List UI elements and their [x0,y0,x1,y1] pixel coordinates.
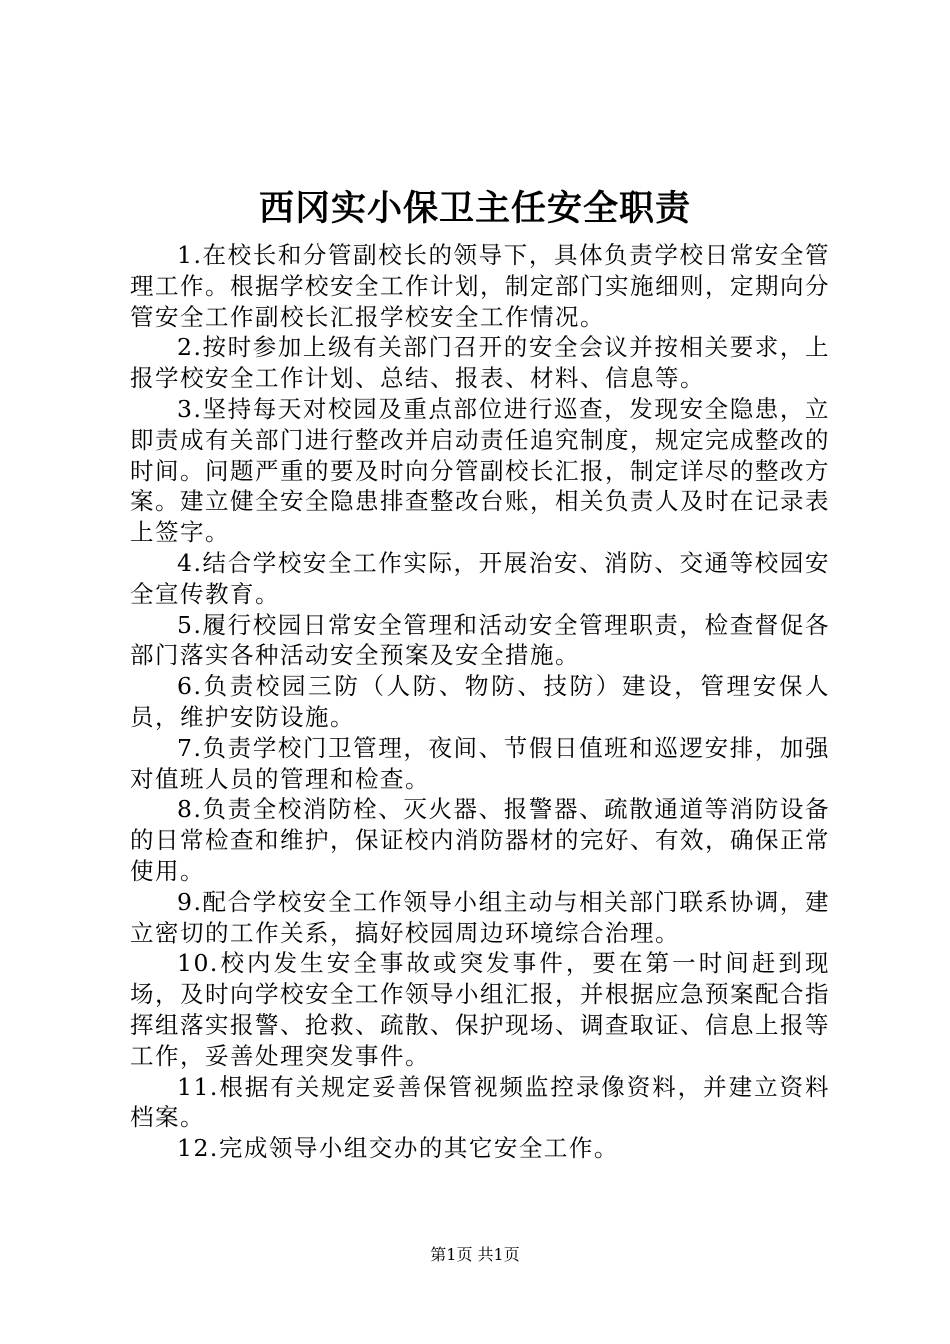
paragraph-1: 1.在校长和分管副校长的领导下，具体负责学校日常安全管理工作。根据学校安全工作计划，制定部门实施细则，定期向分管安全工作副校长汇报学校安全工作情况。 [130,241,830,331]
document-title: 西冈实小保卫主任安全职责 [258,188,691,229]
paragraph-10: 10.校内发生安全事故或突发事件，要在第一时间赶到现场，及时向学校安全工作领导小组汇报，并根据应急预案配合指挥组落实报警、抢救、疏散、保护现场、调查取证、信息上报等工作，妥善处理突发事件。 [130,949,830,1070]
paragraph-4: 4.结合学校安全工作实际，开展治安、消防、交通等校园安全宣传教育。 [130,548,830,608]
paragraph-12: 12.完成领导小组交办的其它安全工作。 [177,1134,619,1163]
page-footer: 第1页 共1页 [430,1245,520,1264]
paragraph-3: 3.坚持每天对校园及重点部位进行巡查，发现安全隐患，立即责成有关部门进行整改并启动责任追究制度，规定完成整改的时间。问题严重的要及时向分管副校长汇报，制定详尽的整改方案。建立健全安全隐患排查整改台账，相关负责人及时在记录表上签字。 [130,394,830,547]
paragraph-11: 11.根据有关规定妥善保管视频监控录像资料，并建立资料档案。 [130,1072,830,1132]
paragraph-9: 9.配合学校安全工作领导小组主动与相关部门联系协调，建立密切的工作关系，搞好校园周边环境综合治理。 [130,887,830,947]
paragraph-2: 2.按时参加上级有关部门召开的安全会议并按相关要求，上报学校安全工作计划、总结、报表、材料、信息等。 [130,333,830,393]
paragraph-5: 5.履行校园日常安全管理和活动安全管理职责，检查督促各部门落实各种活动安全预案及安全措施。 [130,610,830,670]
paragraph-8: 8.负责全校消防栓、灭火器、报警器、疏散通道等消防设备的日常检查和维护，保证校内消防器材的完好、有效，确保正常使用。 [130,795,830,885]
document-body [130,240,830,1164]
paragraph-6: 6.负责校园三防（人防、物防、技防）建设，管理安保人员，维护安防设施。 [130,672,830,731]
paragraph-7: 7.负责学校门卫管理，夜间、节假日值班和巡逻安排，加强对值班人员的管理和检查。 [130,733,830,793]
